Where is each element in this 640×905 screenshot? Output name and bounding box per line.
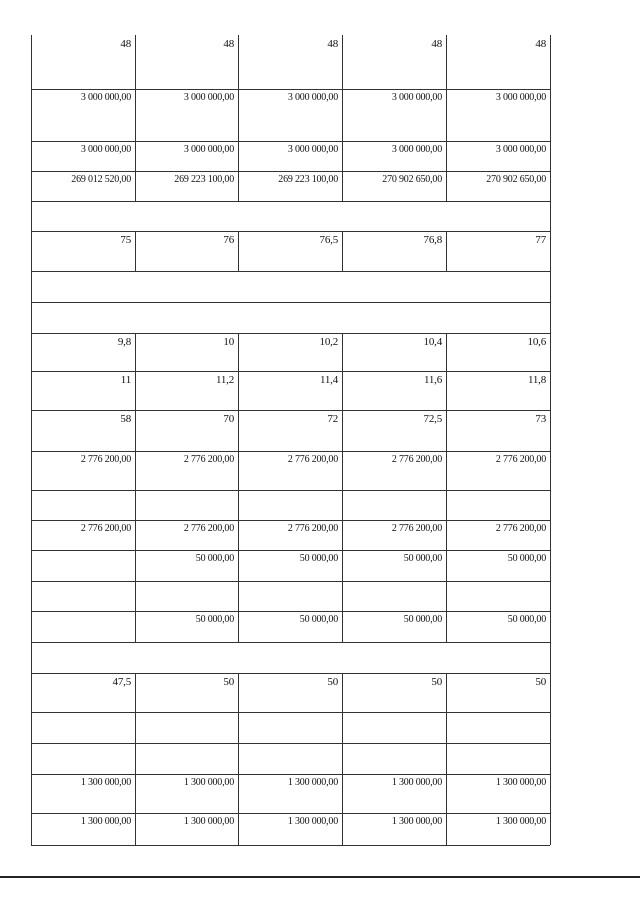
- table-cell: 11,2: [215, 374, 234, 386]
- column-divider: [446, 813, 447, 845]
- column-divider: [342, 581, 343, 611]
- column-divider: [446, 171, 447, 201]
- column-divider: [135, 490, 136, 520]
- column-divider: [550, 774, 551, 813]
- table-cell: 269 223 100,00: [174, 174, 234, 185]
- column-divider: [446, 410, 447, 451]
- column-divider: [342, 813, 343, 845]
- row-divider: [31, 581, 550, 582]
- table-cell: 50: [327, 676, 338, 688]
- column-divider: [446, 743, 447, 774]
- column-divider: [550, 813, 551, 845]
- table-cell: 10,2: [319, 336, 338, 348]
- table-cell: 75: [120, 234, 131, 246]
- column-divider: [31, 611, 32, 642]
- column-divider: [31, 371, 32, 410]
- table-bottom-rule: [31, 845, 550, 846]
- column-divider: [238, 520, 239, 550]
- table-cell: 1 300 000,00: [495, 777, 546, 788]
- table-cell: 50 000,00: [507, 553, 546, 564]
- column-divider: [238, 490, 239, 520]
- table-cell: 50 000,00: [299, 614, 338, 625]
- table-cell: 2 776 200,00: [391, 454, 442, 465]
- column-divider: [135, 35, 136, 89]
- table-cell: 1 300 000,00: [80, 816, 131, 827]
- column-divider: [31, 712, 32, 743]
- row-divider: [31, 743, 550, 744]
- column-divider: [342, 673, 343, 712]
- column-divider: [135, 673, 136, 712]
- column-divider: [446, 712, 447, 743]
- table-cell: 50: [223, 676, 234, 688]
- table-cell: 76,5: [319, 234, 338, 246]
- column-divider: [238, 774, 239, 813]
- column-divider: [342, 371, 343, 410]
- column-divider: [550, 89, 551, 141]
- column-divider: [446, 550, 447, 581]
- table-cell: 50 000,00: [403, 614, 442, 625]
- row-divider: [31, 774, 550, 775]
- column-divider: [135, 141, 136, 171]
- footer-rule: [0, 876, 640, 878]
- table-cell: 3 000 000,00: [80, 144, 131, 155]
- column-divider: [31, 774, 32, 813]
- column-divider: [238, 35, 239, 89]
- table-cell: 3 000 000,00: [287, 92, 338, 103]
- column-divider: [446, 141, 447, 171]
- column-divider: [31, 410, 32, 451]
- column-divider: [342, 231, 343, 271]
- table-cell: 3 000 000,00: [391, 92, 442, 103]
- table-cell: 48: [431, 38, 442, 50]
- table-cell: 1 300 000,00: [391, 816, 442, 827]
- column-divider: [238, 712, 239, 743]
- column-divider: [135, 451, 136, 490]
- column-divider: [135, 371, 136, 410]
- column-divider: [342, 611, 343, 642]
- column-divider: [342, 171, 343, 201]
- column-divider: [342, 520, 343, 550]
- column-divider: [446, 35, 447, 89]
- table-cell: 9,8: [117, 336, 131, 348]
- table-cell: 2 776 200,00: [495, 454, 546, 465]
- column-divider: [238, 611, 239, 642]
- column-divider: [135, 743, 136, 774]
- column-divider: [550, 520, 551, 550]
- table-cell: 2 776 200,00: [287, 523, 338, 534]
- table-cell: 10,6: [527, 336, 546, 348]
- column-divider: [550, 642, 551, 673]
- row-divider: [31, 611, 550, 612]
- column-divider: [550, 550, 551, 581]
- row-divider: [31, 673, 550, 674]
- column-divider: [446, 89, 447, 141]
- table-cell: 1 300 000,00: [287, 777, 338, 788]
- column-divider: [342, 774, 343, 813]
- column-divider: [238, 673, 239, 712]
- table-cell: 3 000 000,00: [80, 92, 131, 103]
- table-cell: 2 776 200,00: [287, 454, 338, 465]
- column-divider: [446, 520, 447, 550]
- column-divider: [550, 333, 551, 371]
- column-divider: [135, 813, 136, 845]
- table-cell: 73: [535, 413, 546, 425]
- column-divider: [238, 550, 239, 581]
- column-divider: [135, 171, 136, 201]
- row-divider: [31, 490, 550, 491]
- column-divider: [550, 712, 551, 743]
- column-divider: [342, 490, 343, 520]
- column-divider: [446, 231, 447, 271]
- column-divider: [550, 231, 551, 271]
- table-cell: 3 000 000,00: [183, 144, 234, 155]
- column-divider: [31, 743, 32, 774]
- table-cell: 2 776 200,00: [80, 523, 131, 534]
- table-cell: 1 300 000,00: [495, 816, 546, 827]
- table-cell: 48: [120, 38, 131, 50]
- table-cell: 2 776 200,00: [391, 523, 442, 534]
- column-divider: [342, 712, 343, 743]
- table-cell: 50 000,00: [195, 553, 234, 564]
- column-divider: [550, 141, 551, 171]
- column-divider: [342, 743, 343, 774]
- column-divider: [238, 231, 239, 271]
- table-cell: 10,4: [423, 336, 442, 348]
- table-cell: 1 300 000,00: [391, 777, 442, 788]
- column-divider: [135, 231, 136, 271]
- table-cell: 11,6: [423, 374, 442, 386]
- column-divider: [238, 813, 239, 845]
- column-divider: [550, 271, 551, 302]
- column-divider: [446, 490, 447, 520]
- column-divider: [550, 451, 551, 490]
- table-cell: 76: [223, 234, 234, 246]
- column-divider: [550, 410, 551, 451]
- column-divider: [342, 410, 343, 451]
- column-divider: [238, 333, 239, 371]
- row-divider: [31, 451, 550, 452]
- column-divider: [550, 490, 551, 520]
- column-divider: [31, 490, 32, 520]
- column-divider: [446, 774, 447, 813]
- column-divider: [446, 581, 447, 611]
- column-divider: [31, 141, 32, 171]
- table-cell: 58: [120, 413, 131, 425]
- column-divider: [135, 774, 136, 813]
- column-divider: [238, 581, 239, 611]
- column-divider: [135, 410, 136, 451]
- table-cell: 2 776 200,00: [80, 454, 131, 465]
- column-divider: [31, 201, 32, 231]
- column-divider: [446, 371, 447, 410]
- column-divider: [446, 673, 447, 712]
- table-cell: 11,4: [319, 374, 338, 386]
- column-divider: [31, 520, 32, 550]
- column-divider: [238, 171, 239, 201]
- row-divider: [31, 201, 550, 202]
- table-cell: 50 000,00: [507, 614, 546, 625]
- column-divider: [446, 611, 447, 642]
- table-cell: 1 300 000,00: [183, 777, 234, 788]
- table-cell: 269 223 100,00: [278, 174, 338, 185]
- row-divider: [31, 333, 550, 334]
- column-divider: [342, 333, 343, 371]
- table-cell: 2 776 200,00: [183, 454, 234, 465]
- column-divider: [31, 642, 32, 673]
- column-divider: [550, 371, 551, 410]
- table-cell: 47,5: [112, 676, 131, 688]
- row-divider: [31, 141, 550, 142]
- column-divider: [342, 35, 343, 89]
- table-cell: 1 300 000,00: [183, 816, 234, 827]
- column-divider: [238, 141, 239, 171]
- column-divider: [135, 333, 136, 371]
- column-divider: [31, 35, 32, 89]
- column-divider: [31, 581, 32, 611]
- column-divider: [446, 451, 447, 490]
- table-cell: 1 300 000,00: [287, 816, 338, 827]
- column-divider: [342, 550, 343, 581]
- table-cell: 76,8: [423, 234, 442, 246]
- table-cell: 269 012 520,00: [71, 174, 131, 185]
- column-divider: [238, 451, 239, 490]
- row-divider: [31, 302, 550, 303]
- table-cell: 72,5: [423, 413, 442, 425]
- table-cell: 50 000,00: [299, 553, 338, 564]
- column-divider: [135, 520, 136, 550]
- table-cell: 10: [223, 336, 234, 348]
- table-cell: 48: [223, 38, 234, 50]
- column-divider: [31, 333, 32, 371]
- table-cell: 1 300 000,00: [80, 777, 131, 788]
- column-divider: [342, 89, 343, 141]
- row-divider: [31, 520, 550, 521]
- column-divider: [135, 89, 136, 141]
- column-divider: [135, 712, 136, 743]
- column-divider: [238, 89, 239, 141]
- column-divider: [550, 171, 551, 201]
- table-cell: 11,8: [527, 374, 546, 386]
- column-divider: [550, 611, 551, 642]
- column-divider: [238, 371, 239, 410]
- table-cell: 50 000,00: [195, 614, 234, 625]
- column-divider: [342, 451, 343, 490]
- row-divider: [31, 231, 550, 232]
- table-cell: 2 776 200,00: [495, 523, 546, 534]
- column-divider: [342, 141, 343, 171]
- column-divider: [550, 201, 551, 231]
- row-divider: [31, 89, 550, 90]
- column-divider: [550, 673, 551, 712]
- table-cell: 2 776 200,00: [183, 523, 234, 534]
- column-divider: [31, 271, 32, 302]
- column-divider: [135, 550, 136, 581]
- column-divider: [31, 171, 32, 201]
- column-divider: [550, 302, 551, 333]
- column-divider: [550, 743, 551, 774]
- row-divider: [31, 813, 550, 814]
- table-cell: 270 902 650,00: [382, 174, 442, 185]
- column-divider: [31, 813, 32, 845]
- row-divider: [31, 712, 550, 713]
- column-divider: [31, 673, 32, 712]
- table-cell: 50: [535, 676, 546, 688]
- row-divider: [31, 271, 550, 272]
- table-cell: 3 000 000,00: [391, 144, 442, 155]
- table-cell: 50 000,00: [403, 553, 442, 564]
- table-cell: 72: [327, 413, 338, 425]
- table-cell: 3 000 000,00: [183, 92, 234, 103]
- column-divider: [446, 333, 447, 371]
- column-divider: [135, 611, 136, 642]
- column-divider: [135, 581, 136, 611]
- row-divider: [31, 410, 550, 411]
- table-cell: 3 000 000,00: [495, 144, 546, 155]
- table-cell: 11: [120, 374, 131, 386]
- row-divider: [31, 642, 550, 643]
- column-divider: [31, 89, 32, 141]
- row-divider: [31, 171, 550, 172]
- column-divider: [31, 550, 32, 581]
- column-divider: [31, 231, 32, 271]
- column-divider: [550, 581, 551, 611]
- table-cell: 3 000 000,00: [287, 144, 338, 155]
- table-cell: 50: [431, 676, 442, 688]
- column-divider: [238, 743, 239, 774]
- table-cell: 48: [535, 38, 546, 50]
- column-divider: [31, 302, 32, 333]
- table-cell: 77: [535, 234, 546, 246]
- table-cell: 48: [327, 38, 338, 50]
- table-cell: 70: [223, 413, 234, 425]
- row-divider: [31, 550, 550, 551]
- row-divider: [31, 371, 550, 372]
- table-cell: 3 000 000,00: [495, 92, 546, 103]
- column-divider: [31, 451, 32, 490]
- column-divider: [550, 35, 551, 89]
- column-divider: [238, 410, 239, 451]
- table-cell: 270 902 650,00: [486, 174, 546, 185]
